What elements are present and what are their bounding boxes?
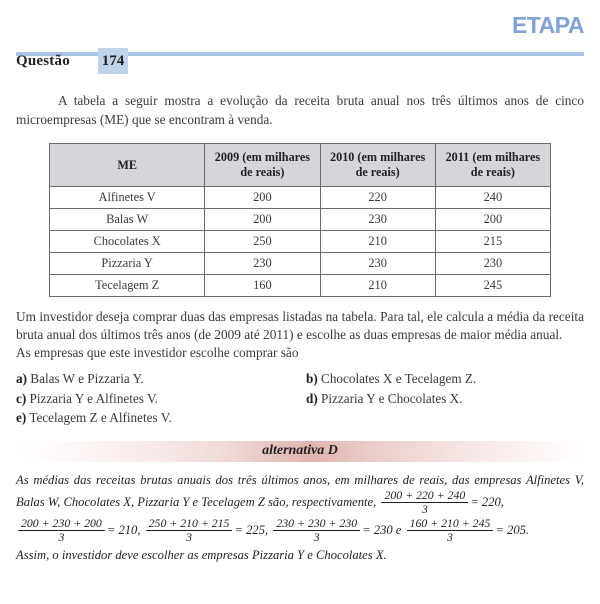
table-row bbox=[50, 187, 551, 209]
option-d-tag: d) bbox=[306, 390, 318, 406]
option-e-tag: e) bbox=[16, 409, 27, 425]
cell-2009: 160 bbox=[205, 275, 320, 297]
mean-expression-alfinetes bbox=[379, 488, 504, 516]
option-e-label: Tecelagem Z e Alfinetes V. bbox=[29, 409, 172, 425]
option-b-label: Chocolates X e Tecelagem Z. bbox=[321, 371, 477, 387]
fraction-denominator: 3 bbox=[407, 530, 494, 544]
options-list bbox=[16, 370, 584, 427]
question-bar bbox=[16, 46, 584, 76]
column-header-2011: 2011 (em milhares de reais) bbox=[435, 144, 550, 187]
cell-company: Chocolates X bbox=[50, 231, 205, 253]
fraction-alfinetes bbox=[381, 489, 468, 515]
mean-result-pizzaria: = 230 e bbox=[362, 522, 402, 537]
cell-company: Pizzaria Y bbox=[50, 253, 205, 275]
solution-intro-text: As médias das receitas brutas anuais dos três últimos anos, em milhares de reais, das empresas Alfinetes V, Balas W, Chocolates X, Pizzaria Y e Tecelagem Z são, respectivamente, bbox=[16, 472, 584, 509]
cell-company: Tecelagem Z bbox=[50, 275, 205, 297]
fraction-pizzaria bbox=[273, 517, 360, 543]
solution-intro bbox=[16, 471, 584, 516]
solution-means-line bbox=[16, 518, 584, 544]
cell-2011: 230 bbox=[435, 253, 550, 275]
column-header-me: ME bbox=[50, 144, 205, 187]
option-b-tag: b) bbox=[306, 371, 318, 387]
statement-question: As empresas que este investidor escolhe comprar são bbox=[16, 345, 299, 361]
table-row bbox=[50, 231, 551, 253]
cell-company: Balas W bbox=[50, 209, 205, 231]
cell-2010: 210 bbox=[320, 231, 435, 253]
fraction-numerator: 200 + 220 + 240 bbox=[384, 488, 466, 503]
solution-block bbox=[0, 471, 600, 565]
option-a[interactable] bbox=[16, 370, 306, 388]
solution-conclusion: Assim, o investidor deve escolher as empresas Pizzaria Y e Chocolates X. bbox=[16, 548, 387, 563]
cell-2009: 200 bbox=[205, 187, 320, 209]
cell-2010: 210 bbox=[320, 275, 435, 297]
table-header-row bbox=[50, 144, 551, 187]
option-a-label: Balas W e Pizzaria Y. bbox=[30, 371, 144, 387]
fraction-numerator: 160 + 210 + 245 bbox=[409, 516, 491, 531]
intro-paragraph bbox=[16, 92, 584, 130]
fraction-chocolates bbox=[146, 517, 233, 543]
fraction-numerator: 230 + 230 + 230 bbox=[276, 516, 358, 531]
cell-2011: 245 bbox=[435, 275, 550, 297]
option-c[interactable] bbox=[16, 390, 306, 408]
cell-2010: 220 bbox=[320, 187, 435, 209]
fraction-balas bbox=[18, 517, 105, 543]
table-row bbox=[50, 209, 551, 231]
mean-expression-pizzaria bbox=[271, 516, 404, 544]
cell-2010: 230 bbox=[320, 253, 435, 275]
fraction-numerator: 200 + 230 + 200 bbox=[21, 516, 102, 531]
column-header-2009: 2009 (em milhares de reais) bbox=[205, 144, 320, 187]
option-a-tag: a) bbox=[16, 371, 27, 387]
answer-banner bbox=[16, 441, 584, 462]
fraction-denominator: 3 bbox=[273, 530, 360, 544]
statement-paragraph: Um investidor deseja comprar duas das empresas listadas na tabela. Para tal, ele calcula a média da receita bruta anual dos últimos três anos (de 2009 até 2011) e escolhe as duas empresas de maior média anual. bbox=[16, 309, 584, 343]
mean-expression-balas bbox=[16, 516, 144, 544]
revenue-table bbox=[49, 143, 551, 297]
cell-company: Alfinetes V bbox=[50, 187, 205, 209]
option-d-label: Pizzaria Y e Chocolates X. bbox=[321, 390, 463, 406]
fraction-numerator: 250 + 210 + 215 bbox=[148, 516, 230, 531]
intro-text: A tabela a seguir mostra a evolução da receita bruta anual nos três últimos anos de cinco microempresas (ME) que se encontram à venda. bbox=[16, 93, 584, 127]
question-label: Questão bbox=[16, 53, 70, 69]
cell-2010: 230 bbox=[320, 209, 435, 231]
option-d[interactable] bbox=[306, 390, 584, 408]
table-container bbox=[16, 143, 584, 297]
etapa-logo: ETAPA bbox=[511, 12, 584, 38]
page-header bbox=[0, 0, 600, 46]
mean-expression-tecelagem bbox=[405, 516, 530, 544]
fraction-tecelagem bbox=[407, 517, 494, 543]
fraction-denominator: 3 bbox=[18, 530, 105, 544]
question-number-badge: 174 bbox=[98, 48, 128, 74]
mean-result-alfinetes: = 220, bbox=[470, 494, 504, 509]
option-c-tag: c) bbox=[16, 390, 27, 406]
cell-2011: 240 bbox=[435, 187, 550, 209]
cell-2009: 200 bbox=[205, 209, 320, 231]
option-b[interactable] bbox=[306, 370, 584, 388]
cell-2011: 215 bbox=[435, 231, 550, 253]
table-row bbox=[50, 253, 551, 275]
fraction-denominator: 3 bbox=[381, 502, 468, 516]
fraction-denominator: 3 bbox=[146, 530, 233, 544]
cell-2009: 230 bbox=[205, 253, 320, 275]
mean-result-tecelagem: = 205. bbox=[495, 522, 530, 537]
mean-result-chocolates: = 225, bbox=[234, 522, 269, 537]
column-header-2010: 2010 (em milhares de reais) bbox=[320, 144, 435, 187]
mean-result-balas: = 210, bbox=[106, 522, 141, 537]
cell-2009: 250 bbox=[205, 231, 320, 253]
option-e[interactable] bbox=[16, 409, 306, 427]
cell-2011: 200 bbox=[435, 209, 550, 231]
option-c-label: Pizzaria Y e Alfinetes V. bbox=[29, 390, 159, 406]
statement-block bbox=[16, 308, 584, 362]
answer-banner-label: alternativa D bbox=[262, 443, 338, 459]
table-row bbox=[50, 275, 551, 297]
mean-expression-chocolates bbox=[144, 516, 272, 544]
